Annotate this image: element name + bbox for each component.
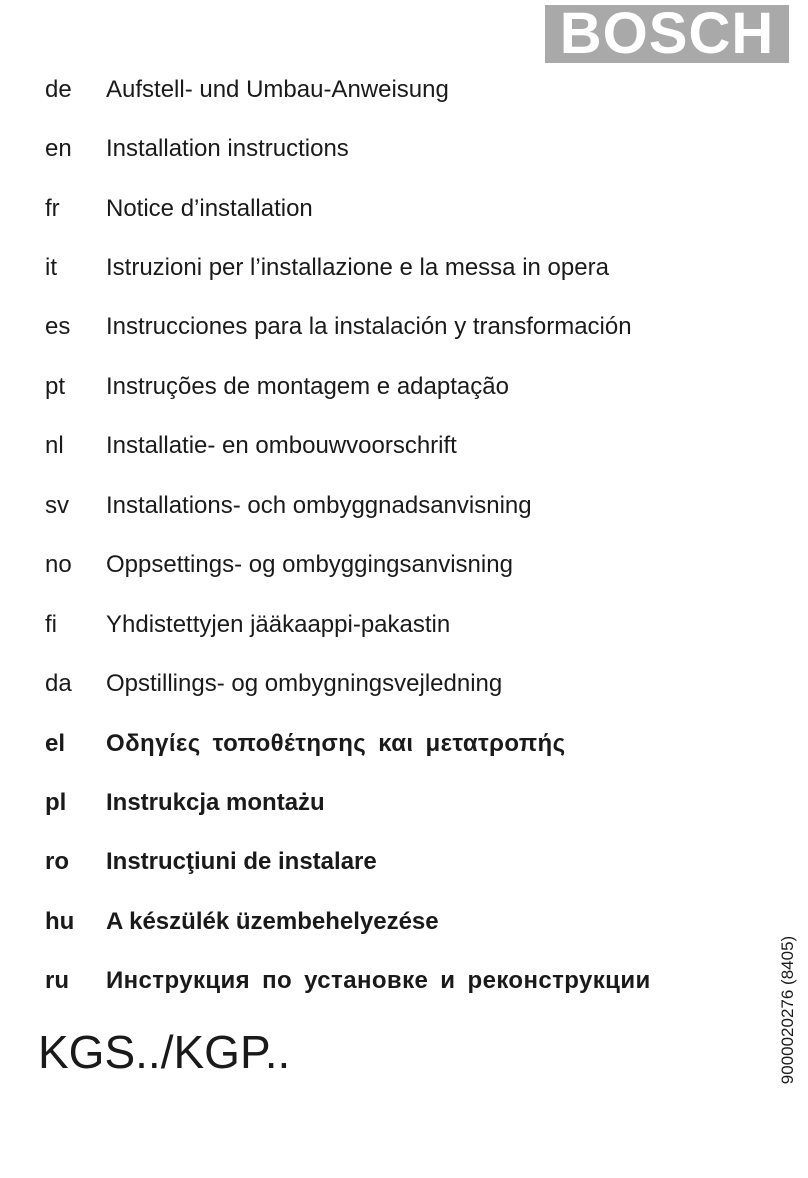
language-row-hu xyxy=(0,906,760,938)
language-title: Installations- och ombyggnadsanvisning xyxy=(106,492,532,519)
language-code: pl xyxy=(45,789,67,816)
model-designation: KGS../KGP.. xyxy=(38,1026,291,1078)
language-code: fi xyxy=(45,611,57,638)
language-row-de xyxy=(0,74,760,106)
language-title: Yhdistettyjen jääkaappi-pakastin xyxy=(106,611,451,638)
language-row-es xyxy=(0,311,760,343)
language-code: fr xyxy=(45,195,60,222)
language-row-nl xyxy=(0,430,760,462)
language-row-fi xyxy=(0,609,760,641)
language-title: Installatie- en ombouwvoorschrift xyxy=(106,432,457,459)
language-title: Instrucciones para la instalación y transformación xyxy=(106,313,632,340)
language-row-pt xyxy=(0,371,760,403)
language-code: ru xyxy=(45,967,69,994)
language-code: nl xyxy=(45,432,64,459)
language-row-en xyxy=(0,133,760,165)
language-code: ro xyxy=(45,848,69,875)
language-row-ro xyxy=(0,846,760,878)
language-row-sv xyxy=(0,490,760,522)
bosch-logo: BOSCH xyxy=(545,5,789,63)
language-title: A készülék üzembehelyezése xyxy=(106,908,439,935)
language-code: it xyxy=(45,254,57,281)
language-row-ru xyxy=(0,965,760,997)
language-code: pt xyxy=(45,373,66,400)
language-code: da xyxy=(45,670,72,697)
language-title: Instruções de montagem e adaptação xyxy=(106,373,509,400)
language-title: Istruzioni per l’installazione e la messa in opera xyxy=(106,254,609,281)
language-code: el xyxy=(45,730,66,757)
language-row-el xyxy=(0,728,760,760)
language-code: sv xyxy=(45,492,69,519)
language-row-pl xyxy=(0,787,760,819)
language-title: Installation instructions xyxy=(106,135,349,162)
language-row-fr xyxy=(0,193,760,225)
language-row-it xyxy=(0,252,760,284)
language-code: de xyxy=(45,76,72,103)
language-title: Instrucţiuni de instalare xyxy=(106,848,377,875)
language-code: no xyxy=(45,551,72,578)
language-title: Aufstell- und Umbau-Anweisung xyxy=(106,76,449,103)
language-code: hu xyxy=(45,908,75,935)
language-title: Opstillings- og ombygningsvejledning xyxy=(106,670,503,697)
language-code: en xyxy=(45,135,72,162)
language-title: Οδηγίες τοποθέτησης και μετατροπής xyxy=(106,730,566,757)
language-row-da xyxy=(0,668,760,700)
language-title: Instrukcja montażu xyxy=(106,789,325,816)
language-title: Инструкция по установке и реконструкции xyxy=(106,967,651,994)
language-title: Notice d’installation xyxy=(106,195,313,222)
document-number: 9000020276 (8405) xyxy=(778,935,797,1085)
language-title: Oppsettings- og ombyggingsanvisning xyxy=(106,551,513,578)
language-row-no xyxy=(0,549,760,581)
language-code: es xyxy=(45,313,71,340)
